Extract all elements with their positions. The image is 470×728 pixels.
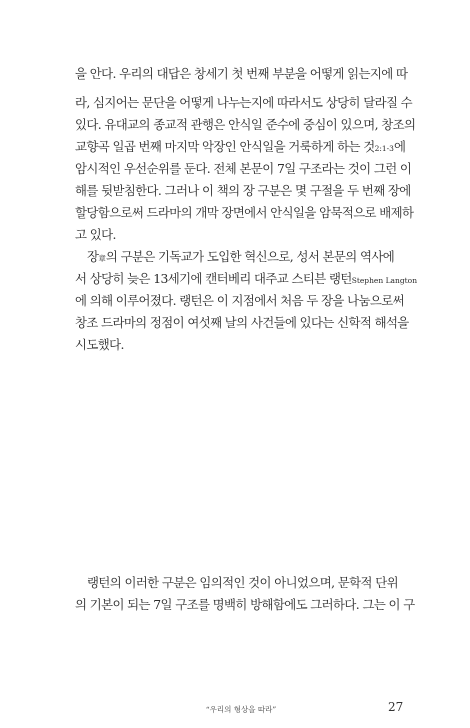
running-title: “우리의 형상을 따라” [205, 705, 277, 714]
body-text: 교향곡 일곱 번째 마지막 악장인 안식일을 거룩하게 하는 것 [75, 139, 375, 154]
body-text: 의 구분은 기독교가 도입한 혁신으로, 성서 본문의 역사에 [105, 249, 395, 264]
body-line: 의 기본이 되는 7일 구조를 명백히 방해함에도 그러하다. 그는 이 구 [75, 597, 415, 612]
body-line: 라, 심지어는 문단을 어떻게 나누는지에 따라서도 상당히 달라질 수 [75, 95, 413, 110]
body-line: 랭턴의 이러한 구분은 임의적인 것이 아니었으며, 문학적 단위 [87, 575, 398, 590]
body-line: 해를 뒷받침한다. 그러나 이 책의 장 구분은 몇 구절을 두 번째 장에 [75, 183, 411, 198]
body-line: 있다. 유대교의 종교적 관행은 안식일 준수에 중심이 있으며, 창조의 [75, 117, 416, 132]
body-line: 고 있다. [75, 227, 116, 242]
body-line: 창조 드라마의 정점이 여섯째 날의 사건들에 있다는 신학적 해석을 [75, 315, 409, 330]
body-text: 장 [87, 249, 99, 264]
name-gloss: Stephen Langton [351, 276, 418, 285]
page-number: 27 [388, 700, 404, 714]
body-line [75, 139, 405, 157]
body-line: 암시적인 우선순위를 둔다. 전체 본문이 7일 구조라는 것이 그런 이 [75, 161, 412, 176]
body-line: 할당함으로써 드라마의 개막 장면에서 안식일을 암묵적으로 배제하 [75, 205, 414, 220]
body-text: 에 [393, 139, 406, 154]
body-line: 을 안다. 우리의 대답은 창세기 첫 번째 부분을 어떻게 읽는지에 따 [75, 66, 408, 81]
scripture-reference: 2:1-3 [374, 144, 394, 153]
body-line: 시도했다. [75, 337, 124, 352]
body-line [87, 249, 405, 267]
body-line: 에 의해 이루어졌다. 랭턴은 이 지점에서 처음 두 장을 나눔으로써 [75, 293, 404, 308]
hanja-gloss: 章 [98, 254, 106, 263]
body-text: 서 상당히 늦은 13세기에 캔터베리 대주교 스티븐 랭턴 [75, 271, 352, 286]
body-line [75, 271, 418, 289]
